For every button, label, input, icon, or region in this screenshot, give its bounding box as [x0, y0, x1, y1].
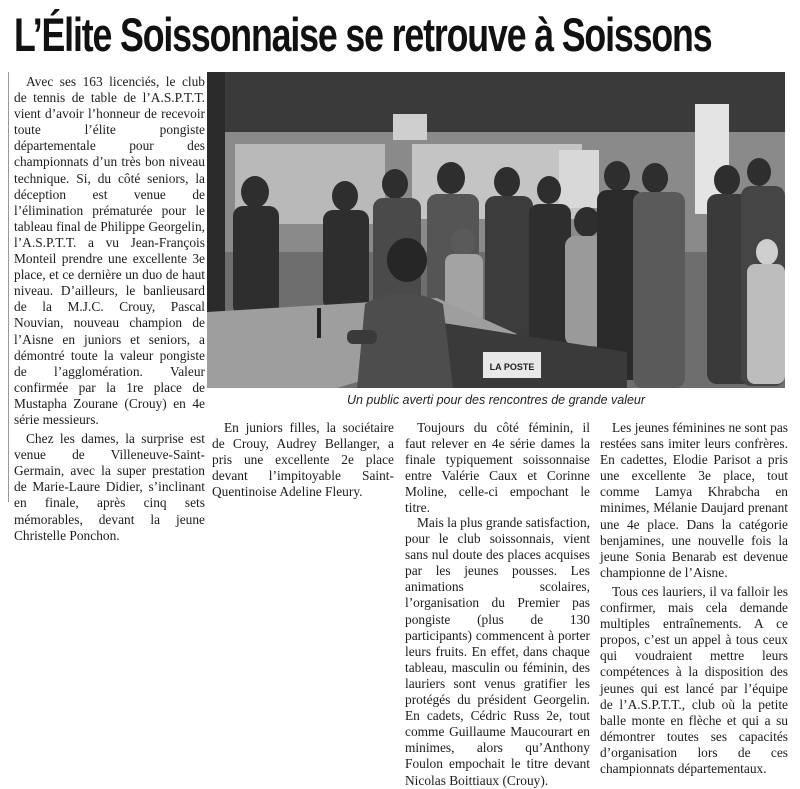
table-net: [317, 308, 321, 338]
col3-paragraph-1: Toujours du côté féminin, il faut relever en 4e série dames la finale typiquement soissonnaise entre Valérie Caux et Corinne Moline, celle-ci empochant le titre.: [405, 420, 590, 516]
column-rule: [8, 72, 9, 502]
col1-paragraph-1: Avec ses 163 licenciés, le club de tennis de table de l’A.S.P.T.T. vient d’avoir l’honneur de recevoir toute l’élite pongiste départementale pour des championnats d’un très bon niveau technique. Si, du côté seniors, la déception est venue de l’élimination prématurée pour le tableau final de Philippe Georgelin, l’A.S.P.T.T. a vu Jean-François Monteil prendre une excellente 3e place, et ce dernière un duo de haut niveau. D’ailleurs, le banlieusard de la M.J.C. Crouy, Pascal Nouvian, nouveau champion de l’Aisne en juniors et seniors, a démontré toute la valeur pongiste de l’agglomération. Valeur confirmée par la 1re place de Mustapha Zourane (Crouy) en 4e série messieurs.: [14, 74, 205, 427]
article-photo: [207, 72, 785, 388]
col2-paragraph-1: En juniors filles, la sociétaire de Crouy, Audrey Bellanger, a pris une excellente 2e place devant l’impitoyable Saint-Quentinoise Adeline Fleury.: [212, 420, 394, 500]
article-column-4: [600, 420, 788, 777]
col1-paragraph-2: Chez les dames, la surprise est venue de Villeneuve-Saint-Germain, avec la super prestation de Marie-Laure Didier, s’inclinant en finale, après cinq sets mémorables, devant la jeune Christelle Ponchon.: [14, 431, 205, 543]
sponsor-banner-text: LA POSTE: [489, 362, 535, 372]
photo-caption: Un public averti pour des rencontres de grande valeur: [346, 393, 646, 407]
col3-paragraph-2: Mais la plus grande satisfaction, pour le club soissonnais, vient sans nul doute des places acquises par les jeunes pousses. Les animations scolaires, l’organisation du Premier pas pongiste (plus de 130 participants) commencent à porter leurs fruits. En effet, dans chaque tableau, masculin ou féminin, des lauriers sont venus gratifier les protégés du président Georgelin. En cadets, Cédric Russ 2e, tout comme Guillaume Maucourart en minimes, alors qu’Anthony Foulon empochait le titre devant Nicolas Boittiaux (Crouy).: [405, 515, 590, 788]
col4-paragraph-2: Tous ces lauriers, il va falloir les confirmer, mais cela demande multiples entraînements. A ce propos, c’est un appel à tous ceux qui voudraient mettre leurs compétences à la disposition des jeunes qui est lancé par l’équipe de l’A.S.P.T.T., club où la petite balle monte en flèche et qui a su démontrer toutes ses capacités d’organisation lors de ces championnats départementaux.: [600, 583, 788, 776]
photo-scene: [207, 72, 785, 388]
article-column-3-continued: [405, 515, 590, 789]
wall-frame: [393, 114, 427, 140]
article-column-3: [405, 420, 590, 517]
article-column-2: [212, 420, 394, 500]
col4-paragraph-1: Les jeunes féminines ne sont pas restées sans imiter leurs confrères. En cadettes, Elodie Parisot a pris une excellente 3e place, tout comme Lamya Khrabcha en minimes, Mélanie Daujard prenant une 4e place. Dans la catégorie benjamines, une nouvelle fois la jeune Sonia Benarab est devenue championne de l’Aisne.: [600, 420, 788, 580]
article-column-1: [14, 74, 205, 544]
player-head: [387, 238, 427, 282]
article-headline: L’Élite Soissonnaise se retrouve à Soissons: [14, 8, 712, 61]
